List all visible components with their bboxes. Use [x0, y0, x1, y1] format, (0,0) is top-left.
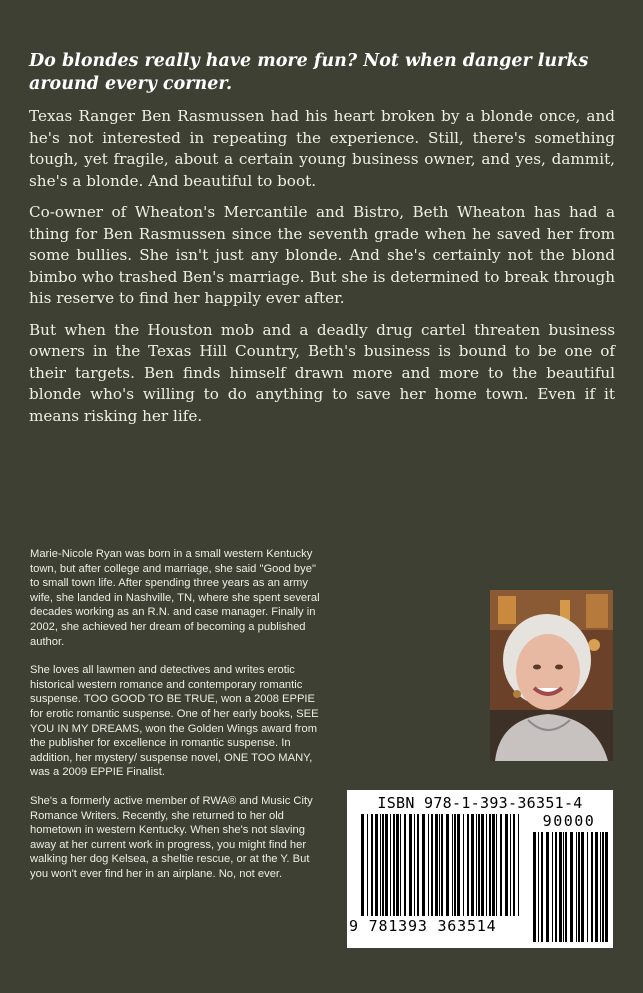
bio-paragraph-2: She loves all lawmen and detectives and writes erotic historical western romance and contemporary romantic suspense. TOO GOOD TO BE TRUE, won a 2008 EPPIE for erotic romantic suspense. One of her early books, SEE YOU IN MY DREAMS, won the Golden Wings award from the publisher for excellence in romantic suspense. In addition, her mystery/ suspense novel, ONE TOO MANY, was a 2009 EPPIE Finalist. [30, 664, 319, 779]
bio-paragraph-3: She's a formerly active member of RWA® and Music City Romance Writers. Recently, she returned to her old hometown in western Kentucky. When she's not slaving away at her current work in progress, you might find her walking her dog Kelsea, a sheltie rescue, or at the Y. But you won't ever find her in an airplane. No, not ever. [30, 794, 313, 880]
author-photo [490, 590, 613, 761]
isbn-barcode [347, 790, 613, 948]
ean-digits: 9 781393 363514 [349, 917, 497, 935]
author-bio [30, 547, 320, 895]
isbn-label: ISBN 978-1-393-36351-4 [377, 794, 583, 812]
blurb-paragraph-2: Co-owner of Wheaton's Mercantile and Bistro, Beth Wheaton has had a thing for Ben Rasmussen since the seventh grade when he saved her from some bullies. She isn't just any blonde. And she's certainly not the blond bimbo who trashed Ben's marriage. But she is determined to break through his reserve to find her happily ever after. [29, 203, 615, 307]
tagline: Do blondes really have more fun? Not when danger lurks around every corner. [29, 51, 589, 94]
blurb-paragraph-3: But when the Houston mob and a deadly drug cartel threaten business owners in the Texas Hill Country, Beth's business is bound to be one of their targets. Ben finds himself drawn more and more to the beautiful blonde who's willing to do anything to save her home town. Even if it means risking her life. [29, 320, 615, 425]
back-cover-blurb [29, 50, 615, 437]
bio-paragraph-1: Marie-Nicole Ryan was born in a small western Kentucky town, but after college and marriage, she said "Good bye" to small town life. After spending three years as an army wife, she landed in Nashville, TN, where she spent several decades working as an R.N. and case manager. Finally in 2002, she achieved her dream of becoming a published author. [30, 548, 320, 648]
price-code: 90000 [542, 812, 596, 830]
blurb-paragraph-1: Texas Ranger Ben Rasmussen had his heart broken by a blonde once, and he's not interested in repeating the experience. Still, there's something tough, yet fragile, about a certain young business owner, and yes, dammit, she's a blonde. And beautiful to boot. [29, 107, 615, 190]
